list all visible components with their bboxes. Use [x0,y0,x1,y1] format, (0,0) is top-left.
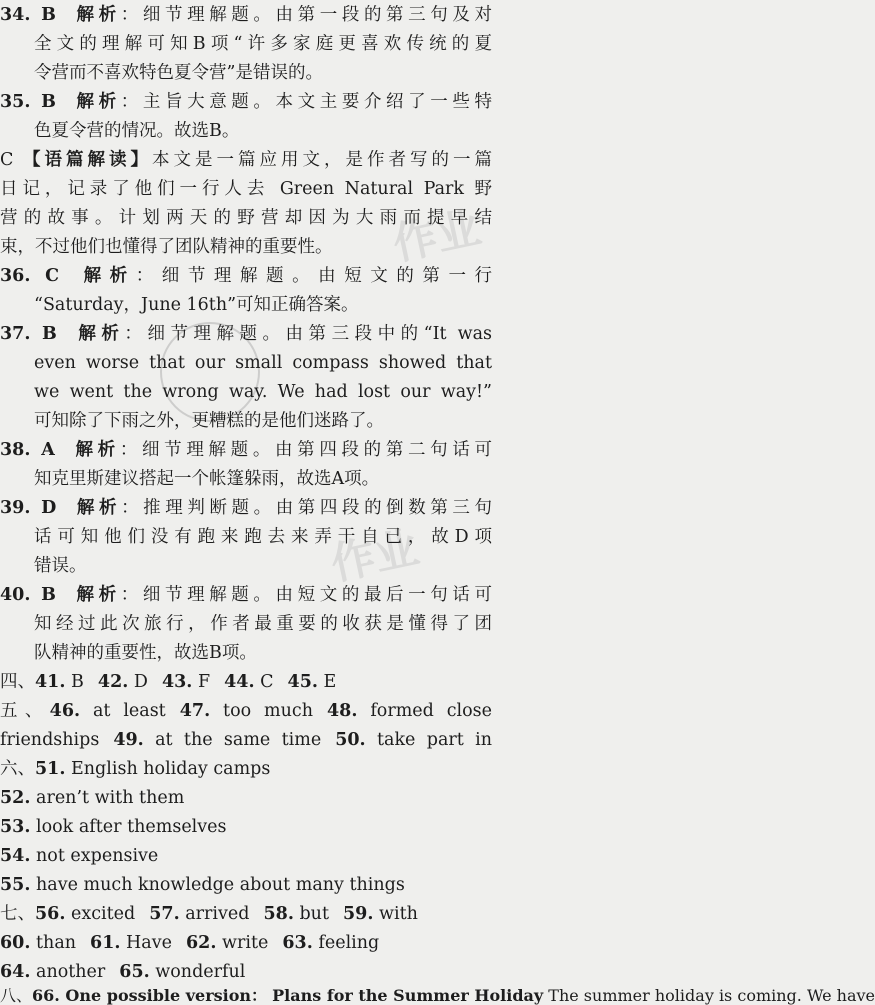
q36-line-1: 36. C 解析：细节理解题。由短文的第一行 [0,266,493,286]
q35-line-1: 35. B 解析：主旨大意题。本文主要介绍了一些特 [0,92,492,112]
section-8-header: 八、66. One possible version： Plans for the Summer Holiday The summer holiday is coming. We have [0,986,875,1005]
passage-c-line-2: 日记，记录了他们一行人去 Green Natural Park 野 [0,179,492,199]
q40-line-3: 队精神的重要性，故选B项。 [34,643,257,663]
q39-line-3: 错误。 [34,556,87,576]
passage-c-line-4: 束，不过他们也懂得了团队精神的重要性。 [0,237,333,257]
section-7-line-2: 60. than 61. Have 62. write 63. feeling [0,933,380,953]
watermark-middle: 作业 [326,522,424,591]
section-5-line-2: friendships 49. at the same time 50. take part in [0,730,492,750]
q39-line-2: 话可知他们没有跑来跑去来弄干自己，故D项 [34,527,492,547]
section-7-line-1: 七、56. excited 57. arrived 58. but 59. with [0,904,418,924]
q34-line-1: 34. B 解析：细节理解题。由第一段的第三句及对 [0,5,492,25]
q37-line-2: even worse that our small compass showed that [34,353,492,373]
q38-line-2: 知克里斯建议搭起一个帐篷躲雨，故选A项。 [34,469,380,489]
q40-line-1: 40. B 解析：细节理解题。由短文的最后一句话可 [0,585,492,605]
section-4-answers: 四、41. B 42. D 43. F 44. C 45. E [0,672,337,692]
q36-line-2: “Saturday，June 16th”可知正确答案。 [34,295,359,315]
q39-line-1: 39. D 解析：推理判断题。由第四段的倒数第三句 [0,498,493,518]
section-7-line-3: 64. another 65. wonderful [0,962,246,982]
q38-line-1: 38. A 解析：细节理解题。由第四段的第二句话可 [0,440,493,460]
q35-line-2: 色夏令营的情况。故选B。 [34,121,240,141]
passage-c-line-3: 营的故事。计划两天的野营却因为大雨而提早结 [0,208,492,228]
q37-line-3: we went the wrong way. We had lost our way!” [34,382,492,402]
section-6-line-51: 六、51. English holiday camps [0,759,271,779]
section-6-line-53: 53. look after themselves [0,817,227,837]
watermark-top: 作业 [388,202,486,271]
q34-line-3: 令营而不喜欢特色夏令营”是错误的。 [34,63,323,83]
section-6-line-54: 54. not expensive [0,846,159,866]
q37-line-4: 可知除了下雨之外，更糟糕的是他们迷路了。 [34,411,384,431]
passage-c-line-1: C 【语篇解读】本文是一篇应用文，是作者写的一篇 [0,150,493,170]
q40-line-2: 知经过此次旅行，作者最重要的收获是懂得了团 [34,614,492,634]
section-5-line-1: 五、46. at least 47. too much 48. formed close [0,701,492,721]
section-6-line-52: 52. aren’t with them [0,788,185,808]
section-6-line-55: 55. have much knowledge about many things [0,875,405,895]
q34-line-2: 全文的理解可知B项“许多家庭更喜欢传统的夏 [34,34,492,54]
q37-line-1: 37. B 解析：细节理解题。由第三段中的“It was [0,324,492,344]
